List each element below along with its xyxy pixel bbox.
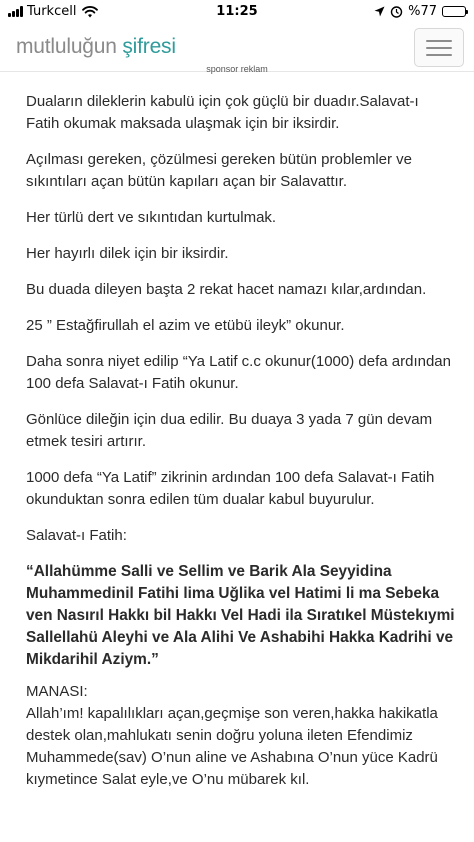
article-paragraph: Salavat-ı Fatih: bbox=[26, 527, 127, 544]
article-paragraph: Bu duada dileyen başta 2 rekat hacet namazı kılar,ardından. bbox=[26, 281, 427, 298]
sponsor-label: sponsor reklam bbox=[206, 64, 268, 74]
menu-icon-line bbox=[426, 47, 452, 49]
menu-icon-line bbox=[426, 54, 452, 56]
carrier-label: Turkcell bbox=[27, 4, 77, 19]
logo-text-2: şifresi bbox=[122, 35, 176, 58]
meaning-title: MANASI: bbox=[26, 683, 88, 700]
menu-icon-line bbox=[426, 40, 452, 42]
location-arrow-icon bbox=[374, 6, 385, 17]
article-paragraph: 1000 defa “Ya Latif” zikrinin ardından 100 defa Salavat-ı Fatih okunduktan sonra edilen tüm dualar kabul buyurulur. bbox=[26, 469, 435, 508]
meaning-text: Allah’ım! kapalılıkları açan,geçmişe son veren,hakka hakikatla destek olan,mahlukatı senin doğru yoluna ileten Efendimiz Muhammede(sav) O’nun aline ve Ashabına O’nun yüce Kadrü kıymetince Salat eyle,ve O’nu mübarek kıl. bbox=[26, 705, 438, 788]
battery-percent: %77 bbox=[408, 4, 437, 19]
status-bar bbox=[0, 0, 474, 24]
article-paragraph: 25 ” Estağfirullah el azim ve etübü ileyk” okunur. bbox=[26, 317, 345, 334]
hamburger-menu-button[interactable] bbox=[414, 28, 464, 67]
alarm-clock-icon bbox=[390, 5, 403, 18]
article-paragraph: Her türlü dert ve sıkıntıdan kurtulmak. bbox=[26, 209, 277, 226]
clock: 11:25 bbox=[216, 4, 258, 19]
article-paragraph: Açılması gereken, çözülmesi gereken bütün problemler ve sıkıntıları açan bütün kapıları açan bir Salavattır. bbox=[26, 151, 413, 190]
logo-text-1: mutluluğun bbox=[16, 35, 123, 58]
prayer-text: “Allahümme Salli ve Sellim ve Barik Ala Seyyidina Muhammedinil Fatihi lima Uğlika vel Hatimi li ma Sebeka ven Nasırıl Hakkı bil Hakkı Vel Hadi ila Sıratıkel Müstekıymi Sallellahü Aleyhi ve Ala Alihi Ve Ashabihi Hakka Kadrihi ve Mikdarihil Aziym.” bbox=[26, 563, 455, 668]
article-paragraph: Her hayırlı dilek için bir iksirdir. bbox=[26, 245, 229, 262]
battery-icon bbox=[442, 6, 466, 17]
article-body bbox=[26, 91, 456, 791]
article-paragraph: Gönlüce dileğin için dua edilir. Bu duaya 3 yada 7 gün devam etmek tesiri artırır. bbox=[26, 411, 433, 450]
status-right bbox=[374, 4, 466, 19]
article-paragraph: Daha sonra niyet edilip “Ya Latif c.c okunur(1000) defa ardından 100 defa Salavat-ı Fatih okunur. bbox=[26, 353, 451, 392]
article-paragraph: Duaların dileklerin kabulü için çok güçlü bir duadır.Salavat-ı Fatih okumak maksada ulaşmak için bir iksirdir. bbox=[26, 93, 419, 132]
site-logo[interactable] bbox=[16, 35, 176, 59]
